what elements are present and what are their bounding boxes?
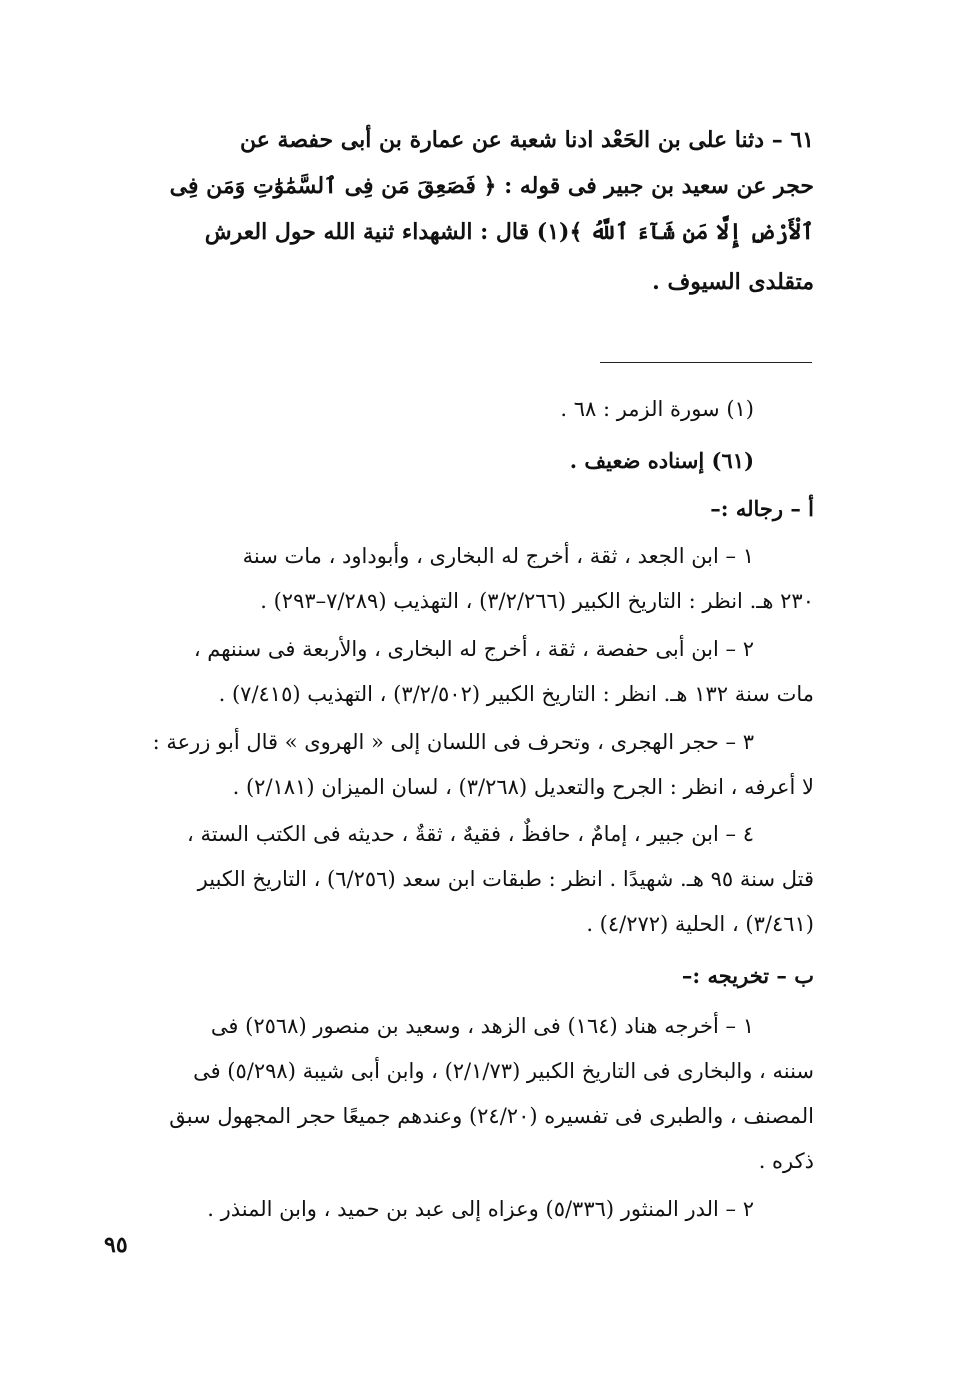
footnote-line: مات سنة ١٣٢ هـ. انظر : التاريخ الكبير (٣/٢/٥٠٢) ، التهذيب (٧/٤١٥) .: [218, 682, 814, 706]
footnote-line: ذكره .: [758, 1149, 814, 1173]
footnote-line: سننه ، والبخارى فى التاريخ الكبير (٢/١/٧٣) ، وابن أبى شيبة (٥/٢٩٨) فى: [193, 1059, 814, 1083]
footnote-isnad-grade: (٦١) إسناده ضعيف .: [569, 448, 754, 473]
footnote-separator: [600, 362, 812, 363]
hadith-line: ٱلْأَرْضِ إِلَّا مَن شَآءَ ٱللَّهُ ﴾(١) قال : الشهداء ثنية الله حول العرش: [204, 219, 814, 245]
footnote-line: ٢ – الدر المنثور (٥/٣٣٦) وعزاه إلى عبد بن حميد ، وابن المنذر .: [207, 1197, 754, 1221]
footnote-line: قتل سنة ٩٥ هـ. شهيدًا . انظر : طبقات ابن سعد (٦/٢٥٦) ، التاريخ الكبير: [197, 867, 814, 891]
section-heading-narrators: أ – رجاله :–: [710, 496, 814, 521]
footnote-line: ٢٣٠ هـ. انظر : التاريخ الكبير (٣/٢/٢٦٦) ، التهذيب (٧/٢٨٩–٢٩٣) .: [260, 589, 814, 613]
footnote-line: ٤ – ابن جبير ، إمامٌ ، حافظٌ ، فقيهٌ ، ثقةٌ ، حديثه فى الكتب الستة ،: [187, 822, 754, 846]
footnote-line: ١ – ابن الجعد ، ثقة ، أخرج له البخارى ، وأبوداود ، مات سنة: [242, 544, 754, 568]
hadith-line: حجر عن سعيد بن جبير فى قوله : ﴿ فَصَعِقَ مَن فِى ٱلسَّمَٰوَٰتِ وَمَن فِى: [169, 173, 814, 199]
footnote-line: ٣ – حجر الهجرى ، وتحرف فى اللسان إلى « الهروى » قال أبو زرعة :: [152, 730, 754, 754]
section-heading-takhrij: ب – تخريجه :–: [681, 963, 814, 988]
footnote-line: (٣/٤٦١) ، الحلية (٤/٢٧٢) .: [586, 912, 814, 936]
footnote-line: ١ – أخرجه هناد (١٦٤) فى الزهد ، وسعيد بن منصور (٢٥٦٨) فى: [210, 1014, 754, 1038]
footnote-line: المصنف ، والطبرى فى تفسيره (٢٤/٢٠) وعندهم جميعًا حجر المجهول سبق: [169, 1104, 814, 1128]
footnote-line: لا أعرفه ، انظر : الجرح والتعديل (٣/٢٦٨) ، لسان الميزان (٢/١٨١) .: [232, 775, 814, 799]
footnote-line: ٢ – ابن أبى حفصة ، ثقة ، أخرج له البخارى ، والأربعة فى سننهم ،: [193, 637, 754, 661]
hadith-line: متقلدى السيوف .: [652, 269, 814, 295]
page-number: ٩٥: [104, 1232, 128, 1258]
hadith-line: ٦١ – دثنا على بن الحَعْد ادنا شعبة عن عمارة بن أبى حفصة عن: [240, 127, 814, 153]
footnote-quran-ref: (١) سورة الزمر : ٦٨ .: [560, 397, 754, 421]
